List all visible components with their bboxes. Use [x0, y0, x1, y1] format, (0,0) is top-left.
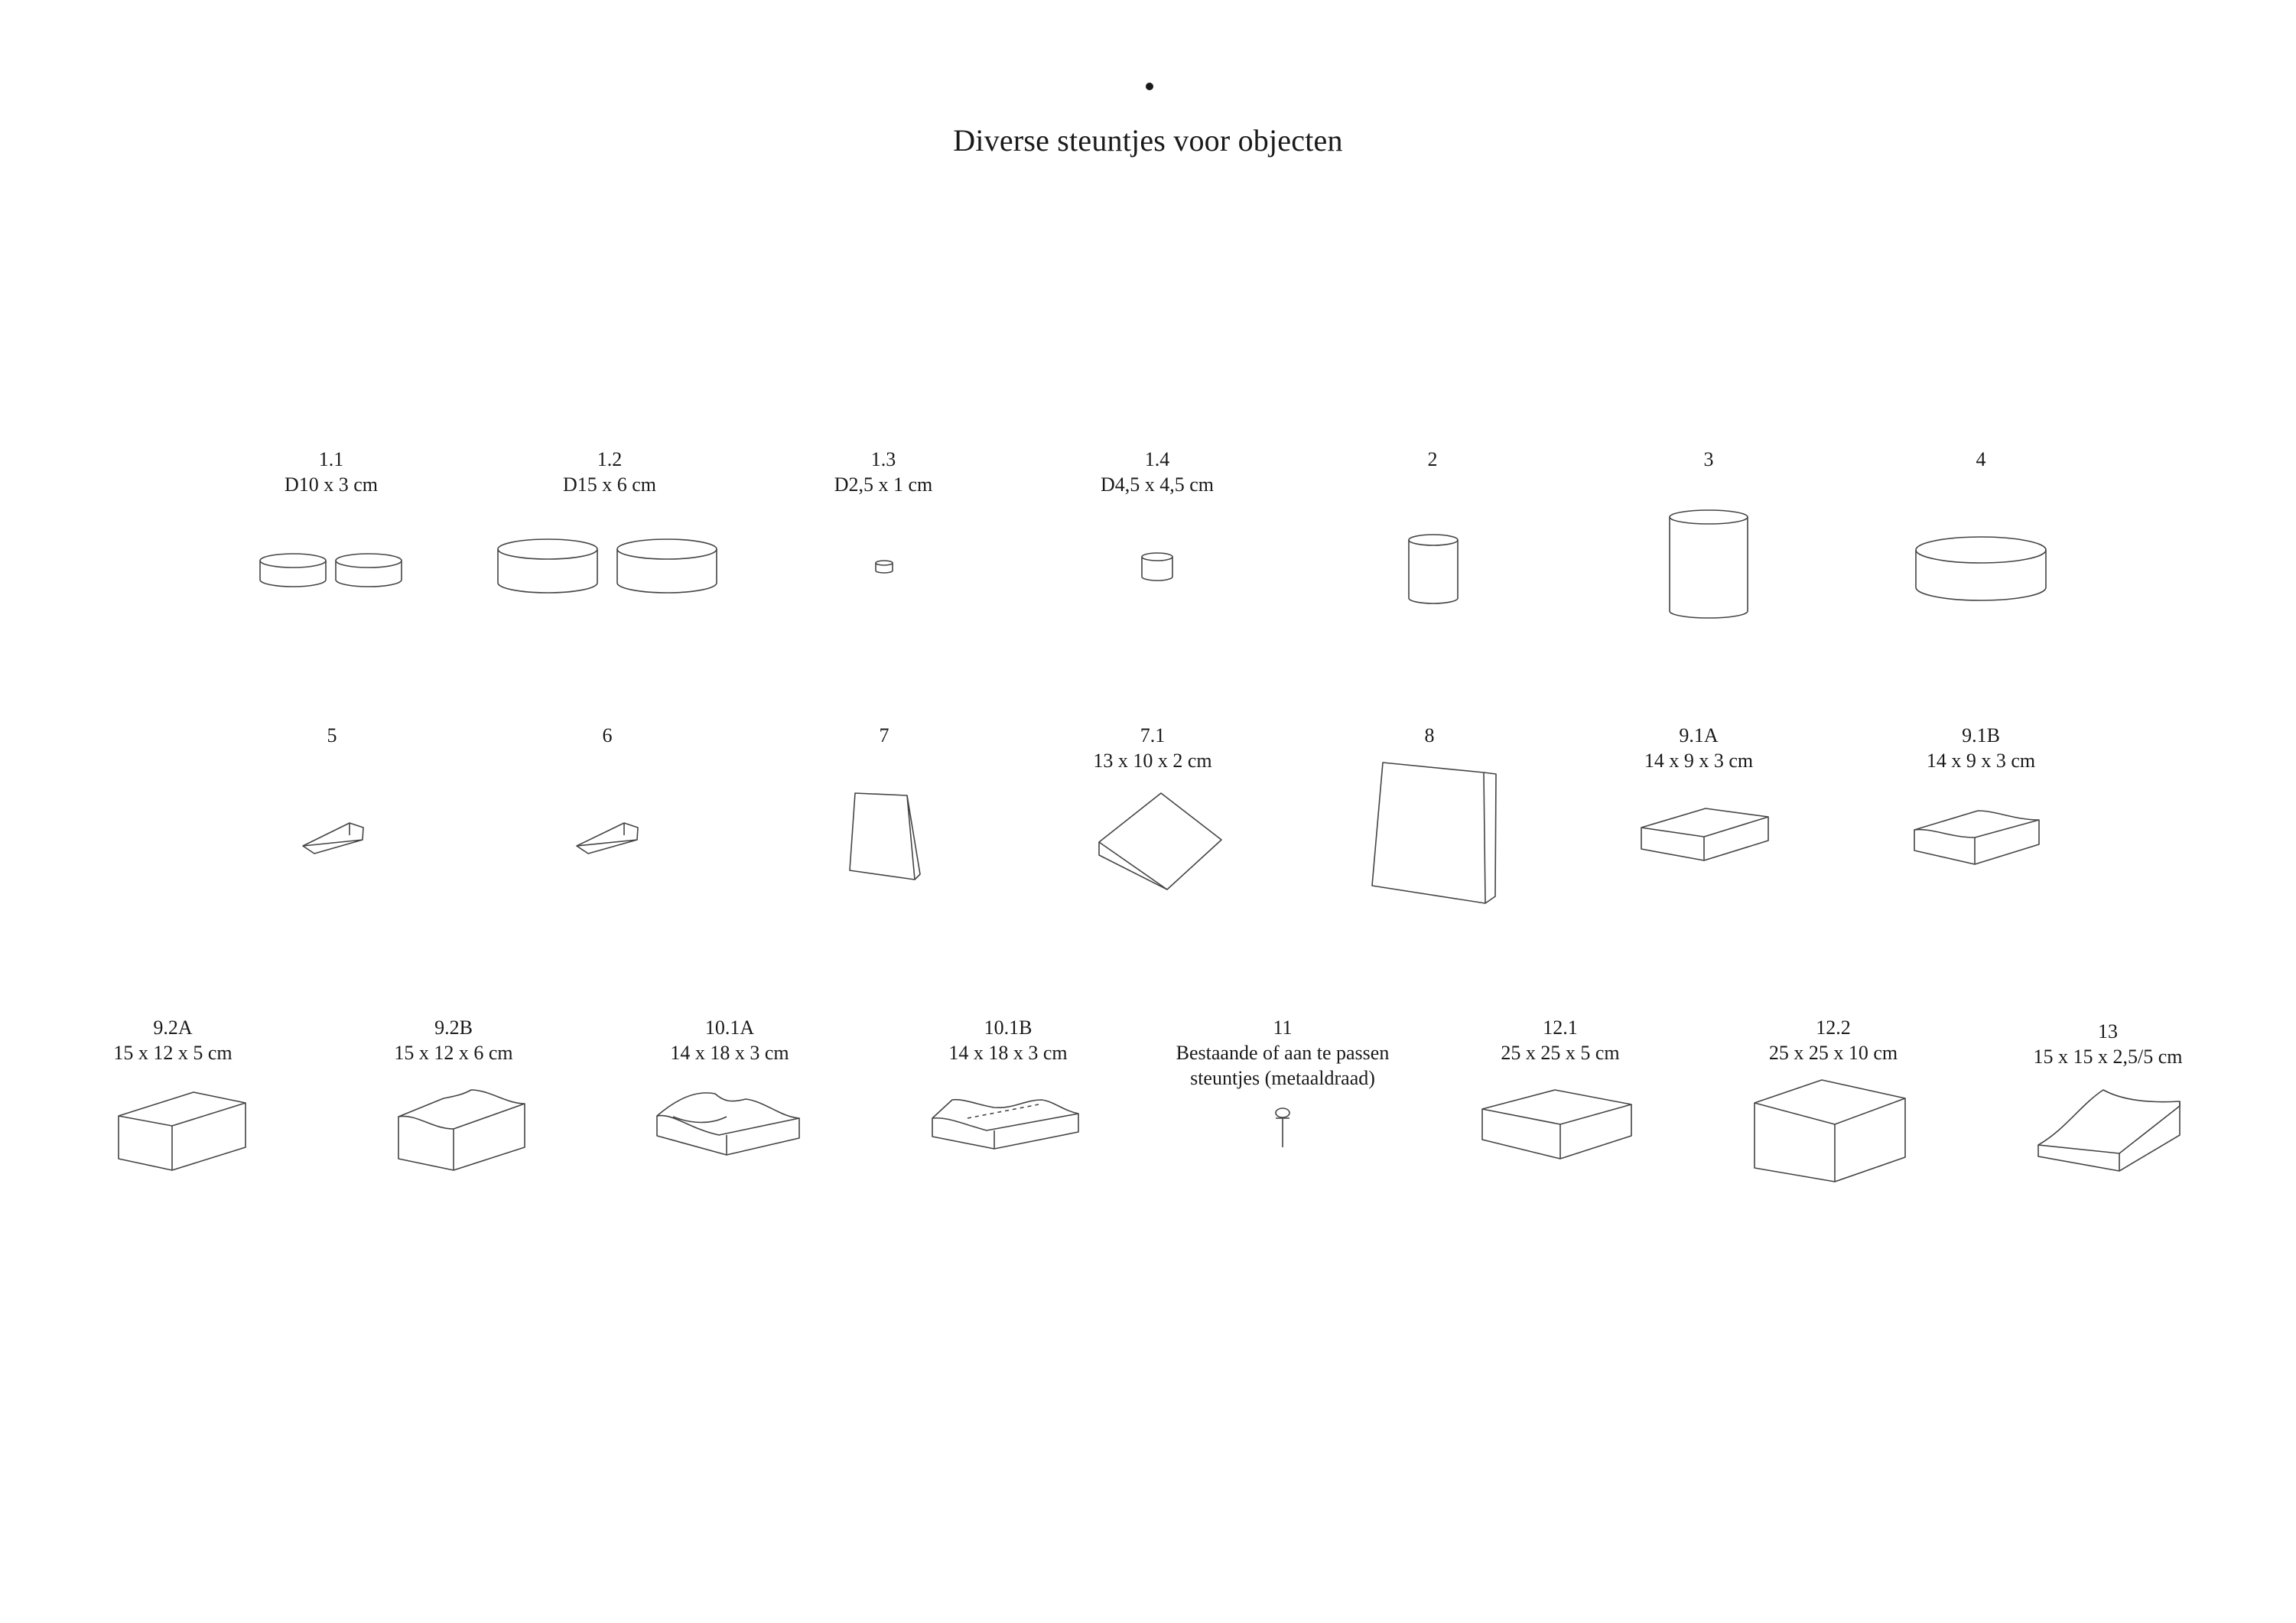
drawing-9-2a — [119, 1092, 246, 1170]
item-id: 1.4 — [1144, 448, 1170, 470]
page-title: Diverse steuntjes voor objecten — [953, 123, 1343, 158]
drawing-11 — [1276, 1108, 1289, 1147]
drawing-12-1 — [1482, 1090, 1631, 1159]
item-id: 9.2A — [153, 1016, 193, 1039]
drawing-3 — [1670, 510, 1748, 618]
drawing-10-1b — [932, 1100, 1078, 1149]
item-id: 1.2 — [597, 448, 623, 470]
item-dims: 25 x 25 x 10 cm — [1768, 1042, 1898, 1064]
item-id: 9.2B — [434, 1016, 473, 1039]
item-id: 10.1B — [984, 1016, 1033, 1039]
item-dims: 14 x 18 x 3 cm — [948, 1042, 1068, 1064]
item-dims: 15 x 12 x 6 cm — [394, 1042, 513, 1064]
item-dims: 14 x 9 x 3 cm — [1926, 750, 2036, 772]
item-id: 5 — [327, 724, 337, 746]
item-dims: D4,5 x 4,5 cm — [1100, 473, 1215, 496]
item-id: 13 — [2098, 1020, 2118, 1042]
item-id: 12.1 — [1543, 1016, 1578, 1039]
item-id: 10.1A — [704, 1016, 755, 1039]
item-id: 2 — [1427, 448, 1438, 470]
item-dims: 14 x 9 x 3 cm — [1644, 750, 1754, 772]
drawing-7 — [850, 793, 920, 880]
item-id: 1.3 — [870, 448, 896, 470]
drawing-1-4 — [1142, 553, 1172, 581]
drawing-1-1 — [260, 554, 402, 587]
item-dims: D2,5 x 1 cm — [834, 473, 933, 496]
drawing-10-1a — [657, 1093, 799, 1155]
drawing-4 — [1916, 537, 2046, 600]
item-id: 6 — [602, 724, 613, 746]
item-id: 9.1B — [1962, 724, 2000, 746]
drawing-8 — [1372, 763, 1496, 903]
item-id: 1.1 — [318, 448, 344, 470]
item-dims: 25 x 25 x 5 cm — [1501, 1042, 1620, 1064]
drawing-9-1b — [1914, 811, 2039, 864]
item-id: 7 — [879, 724, 889, 746]
item-dims: D10 x 3 cm — [284, 473, 379, 496]
item-id: 11 — [1273, 1016, 1293, 1039]
drawing-5 — [303, 823, 363, 854]
drawing-6 — [577, 823, 638, 854]
drawing-7-1 — [1099, 793, 1221, 890]
item-dims: D15 x 6 cm — [562, 473, 657, 496]
item-id: 3 — [1703, 448, 1714, 470]
item-id: 8 — [1424, 724, 1435, 746]
item-dims: Bestaande of aan te passen — [1176, 1042, 1390, 1064]
item-id: 9.1A — [1679, 724, 1719, 746]
item-dims: 15 x 15 x 2,5/5 cm — [2033, 1046, 2183, 1068]
drawing-13 — [2038, 1090, 2180, 1171]
item-id: 4 — [1976, 448, 1986, 470]
drawing-2 — [1409, 535, 1458, 603]
drawing-12-2 — [1755, 1080, 1905, 1182]
drawing-9-1a — [1641, 808, 1768, 860]
item-dims: 14 x 18 x 3 cm — [670, 1042, 789, 1064]
item-dims: 15 x 12 x 5 cm — [113, 1042, 233, 1064]
item-id: 12.2 — [1816, 1016, 1851, 1039]
drawing-1-2 — [498, 539, 717, 593]
item-dims: 13 x 10 x 2 cm — [1093, 750, 1212, 772]
drawing-1-3 — [876, 561, 893, 573]
drawing-9-2b — [398, 1090, 525, 1170]
item-dims-line2: steuntjes (metaaldraad) — [1190, 1067, 1375, 1089]
item-id: 7.1 — [1140, 724, 1166, 746]
